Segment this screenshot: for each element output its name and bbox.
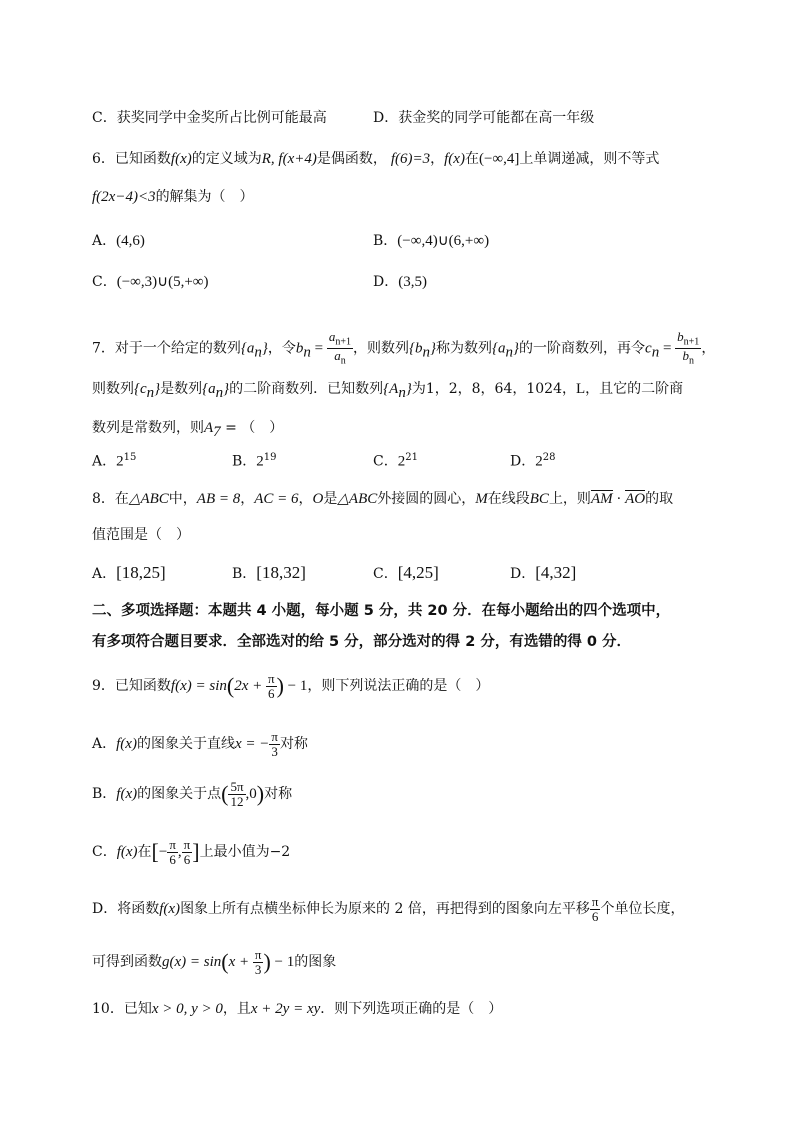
q7-stem-line2: 则数列$\{c_n\}$是数列$\{a_n\}$的二阶商数列．已知数列$\{A_n\}$为1，2，8，64，1024，L，且它的二阶商 [92, 381, 684, 401]
q9-option-c: C．f(x)在[− $\frac{\pi}{6}$ , $\frac{\pi}{6}$ ]上最小值为−2 [92, 837, 291, 867]
q8-option-b: B．[18,32] [232, 563, 306, 582]
q9-option-a: A．f(x)的图象关于直线x = − $\frac{\pi}{3}$ 对称 [92, 729, 308, 759]
q8-option-a: A．[18,25] [92, 563, 166, 582]
q9-stem: 9．已知函数f(x) = sin(2x + $\frac{\pi}{6}$ ) − 1，则下列说法正确的是（ ） [92, 671, 490, 701]
q9b-fraction: $\frac{5\pi}{12}$ [230, 779, 244, 809]
q5-option-d: D．获金奖的同学可能都在高一年级 [373, 110, 595, 126]
q5-option-c: C．获奖同学中金奖所占比例可能最高 [92, 110, 327, 126]
q9c-fraction-right: $\frac{\pi}{6}$ [183, 837, 191, 867]
q10-stem: 10．已知x > 0, y > 0，且x + 2y = xy．则下列选项正确的是（ ） [92, 1001, 503, 1017]
q6-option-b: B．(−∞,4)∪(6,+∞) [373, 233, 490, 249]
q7-option-d: D．$2^{28}$ [510, 452, 556, 470]
q6-option-d: D．(3,5) [373, 274, 427, 290]
q6-stem-line1: 6．已知函数f(x)的定义域为R, f(x+4)是偶函数， f(6)=3，f(x)在(−∞,4]上单调递减，则不等式 [92, 151, 660, 167]
q7-option-c: C．$2^{21}$ [373, 452, 418, 470]
q9d2-fraction: $\frac{\pi}{3}$ [254, 947, 262, 977]
q7-stem-line3: 数列是常数列，则$A_7$ = （ ） [92, 420, 284, 440]
q9a-fraction: $\frac{\pi}{3}$ [271, 729, 278, 759]
section-2-heading-line1: 二、多项选择题：本题共 4 小题，每小题 5 分，共 20 分．在每小题给出的四个选项中， [92, 603, 671, 619]
q6-option-a: A．(4,6) [92, 233, 145, 249]
q8-stem-line2: 值范围是（ ） [92, 527, 190, 543]
q8-stem-line1: 8．在△ABC中，AB = 8，AC = 6，O是△ABC外接圆的圆心，M在线段BC上，则AM · AO的取 [92, 491, 674, 507]
q9-option-d-line2: 可得到函数g(x) = sin(x + $\frac{\pi}{3}$ ) − 1的图象 [92, 947, 337, 977]
q6-option-c: C．(−∞,3)∪(5,+∞) [92, 274, 209, 290]
q7-option-b: B．$2^{19}$ [232, 452, 277, 470]
q7-stem-line1: 7．对于一个给定的数列$\{a_n\}$，令$b_n$ = $\frac{a_{n+1}}{a_n}$ ，则数列$\{b_n\}$称为数列$\{a_n\}$的一阶商数列，再令$c_n$ = $\frac{b_{n+1}}{b_n}$ ， [92, 329, 716, 367]
q9c-fraction-left: $\frac{\pi}{6}$ [169, 837, 176, 867]
q8-option-c: C．[4,25] [373, 563, 439, 582]
q7-option-a: A．$2^{15}$ [92, 452, 137, 470]
q7-fraction-bn: $\frac{a_{n+1}}{a_n}$ [328, 329, 352, 367]
q9-fraction-pi-6: $\frac{\pi}{6}$ [267, 671, 275, 701]
ellipsis-glyph: L [576, 381, 586, 397]
vector-ao: AO [625, 491, 646, 507]
q9-option-b: B．f(x)的图象关于点( $\frac{5\pi}{12}$ ,0)对称 [92, 779, 293, 809]
q7-fraction-cn: $\frac{b_{n+1}}{b_n}$ [677, 329, 700, 367]
q9d-fraction: $\frac{\pi}{6}$ [591, 894, 599, 924]
q6-stem-line2: f(2x−4)<3的解集为（ ） [92, 189, 254, 205]
vector-am: AM [590, 491, 613, 507]
q8-option-d: D．[4,32] [510, 563, 577, 582]
section-2-heading-line2: 有多项符合题目要求．全部选对的给 5 分，部分选对的得 2 分，有选错的得 0 分． [92, 634, 632, 650]
q9-option-d-line1: D．将函数f(x)图象上所有点横坐标伸长为原来的 2 倍，再把得到的图象向左平移 $\frac{\pi}{6}$ 个单位长度， [92, 894, 685, 924]
